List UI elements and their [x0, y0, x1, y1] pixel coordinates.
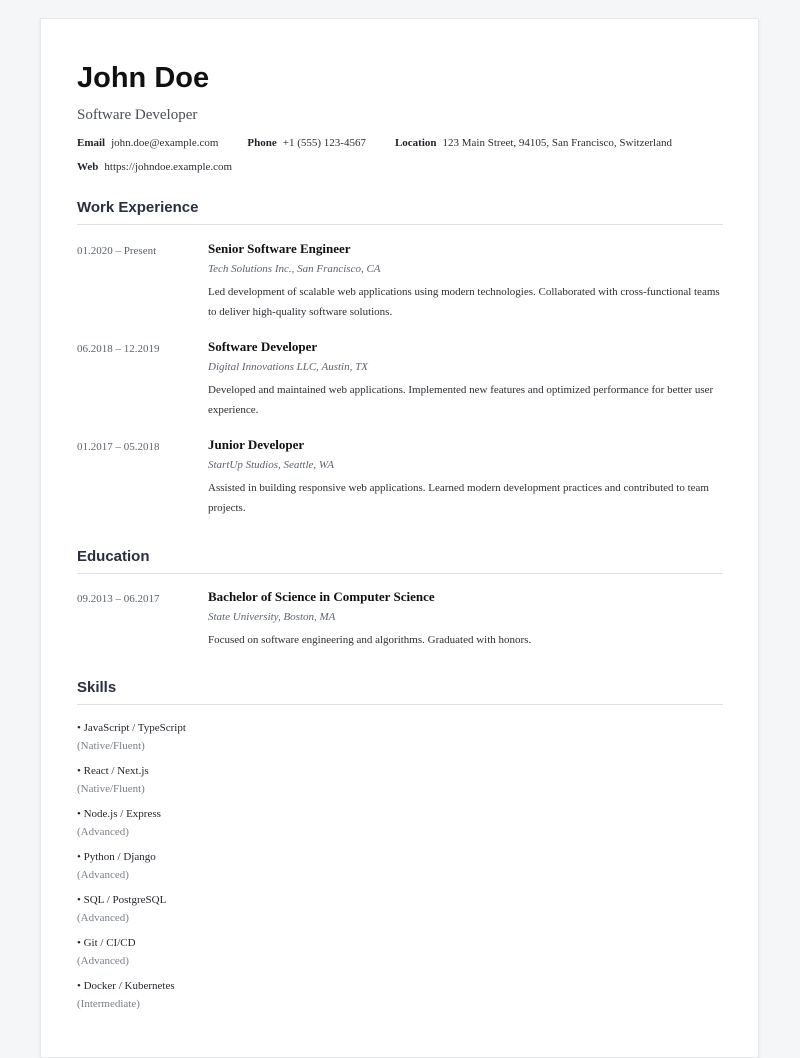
- skills-list: [77, 719, 197, 1013]
- entry-title: Junior Developer: [208, 437, 305, 452]
- skill-name: • SQL / PostgreSQL: [77, 894, 167, 906]
- location-value: 123 Main Street, 94105, San Francisco, Switzerland: [442, 137, 672, 149]
- contact-phone: [247, 136, 366, 150]
- contact-web: [77, 160, 232, 174]
- skill-name: • React / Next.js: [77, 765, 149, 777]
- skill-level: (Advanced): [77, 912, 129, 924]
- skill-item: [77, 762, 197, 798]
- resume-page: [40, 18, 759, 1058]
- work-section-title: Work Experience: [77, 199, 723, 225]
- skill-name: • Python / Django: [77, 851, 156, 863]
- email-value[interactable]: john.doe@example.com: [111, 137, 219, 149]
- entry-body: [208, 437, 723, 518]
- education-entry: [77, 589, 723, 650]
- skill-name: • Docker / Kubernetes: [77, 980, 175, 992]
- entry-description: Assisted in building responsive web applications. Learned modern development practices and contributed to team projects.: [208, 482, 709, 514]
- entry-title: Bachelor of Science in Computer Science: [208, 589, 435, 604]
- entry-description: Focused on software engineering and algorithms. Graduated with honors.: [208, 634, 532, 646]
- skill-item: [77, 848, 197, 884]
- entry-organization: StartUp Studios, Seattle, WA: [208, 459, 335, 471]
- contact-info: [77, 136, 723, 150]
- resume-content: [77, 59, 723, 1020]
- entry-date: 01.2017 – 05.2018: [77, 441, 160, 453]
- skill-item: [77, 934, 197, 970]
- email-label: Email: [77, 137, 106, 149]
- skill-name: • Node.js / Express: [77, 808, 161, 820]
- education-section-title: Education: [77, 548, 723, 574]
- location-label: Location: [394, 137, 437, 149]
- entry-body: [208, 241, 723, 322]
- skill-level: (Advanced): [77, 955, 129, 967]
- entry-title: Software Developer: [208, 339, 318, 354]
- skill-item: [77, 891, 197, 927]
- skill-name: • JavaScript / TypeScript: [77, 722, 186, 734]
- skill-item: [77, 805, 197, 841]
- entry-body: [208, 589, 723, 650]
- entry-organization: State University, Boston, MA: [208, 611, 336, 623]
- skills-section: [77, 679, 723, 1013]
- entry-date: 09.2013 – 06.2017: [77, 593, 160, 605]
- web-value[interactable]: https://johndoe.example.com: [104, 161, 233, 173]
- work-section: [77, 199, 723, 518]
- entry-description: Developed and maintained web applications. Implemented new features and optimized performance for better user experience.: [208, 384, 714, 416]
- skill-level: (Native/Fluent): [77, 783, 145, 795]
- skill-item: [77, 977, 197, 1013]
- work-entry: [77, 339, 723, 420]
- entry-title: Senior Software Engineer: [208, 241, 351, 256]
- candidate-title: Software Developer: [77, 107, 198, 123]
- entry-body: [208, 339, 723, 420]
- phone-value[interactable]: +1 (555) 123-4567: [282, 137, 366, 149]
- skills-section-title: Skills: [77, 679, 723, 705]
- skill-level: (Intermediate): [77, 998, 140, 1010]
- contact-email: [77, 136, 218, 150]
- entry-description: Led development of scalable web applications using modern technologies. Collaborated with cross-functional teams to deliver high-quality software solutions.: [208, 286, 720, 318]
- entry-organization: Tech Solutions Inc., San Francisco, CA: [208, 263, 381, 275]
- education-section: [77, 548, 723, 650]
- work-entry: [77, 241, 723, 322]
- skill-name: • Git / CI/CD: [77, 937, 136, 949]
- phone-label: Phone: [247, 137, 277, 149]
- web-label: Web: [77, 161, 99, 173]
- contact-info-web: [77, 160, 723, 174]
- entry-organization: Digital Innovations LLC, Austin, TX: [208, 361, 368, 373]
- entry-date: 01.2020 – Present: [77, 245, 157, 257]
- candidate-name: John Doe: [77, 62, 210, 94]
- skill-level: (Advanced): [77, 869, 129, 881]
- entry-date: 06.2018 – 12.2019: [77, 343, 160, 355]
- skill-level: (Native/Fluent): [77, 740, 145, 752]
- work-entry: [77, 437, 723, 518]
- contact-location: [395, 136, 672, 150]
- skill-item: [77, 719, 197, 755]
- skill-level: (Advanced): [77, 826, 129, 838]
